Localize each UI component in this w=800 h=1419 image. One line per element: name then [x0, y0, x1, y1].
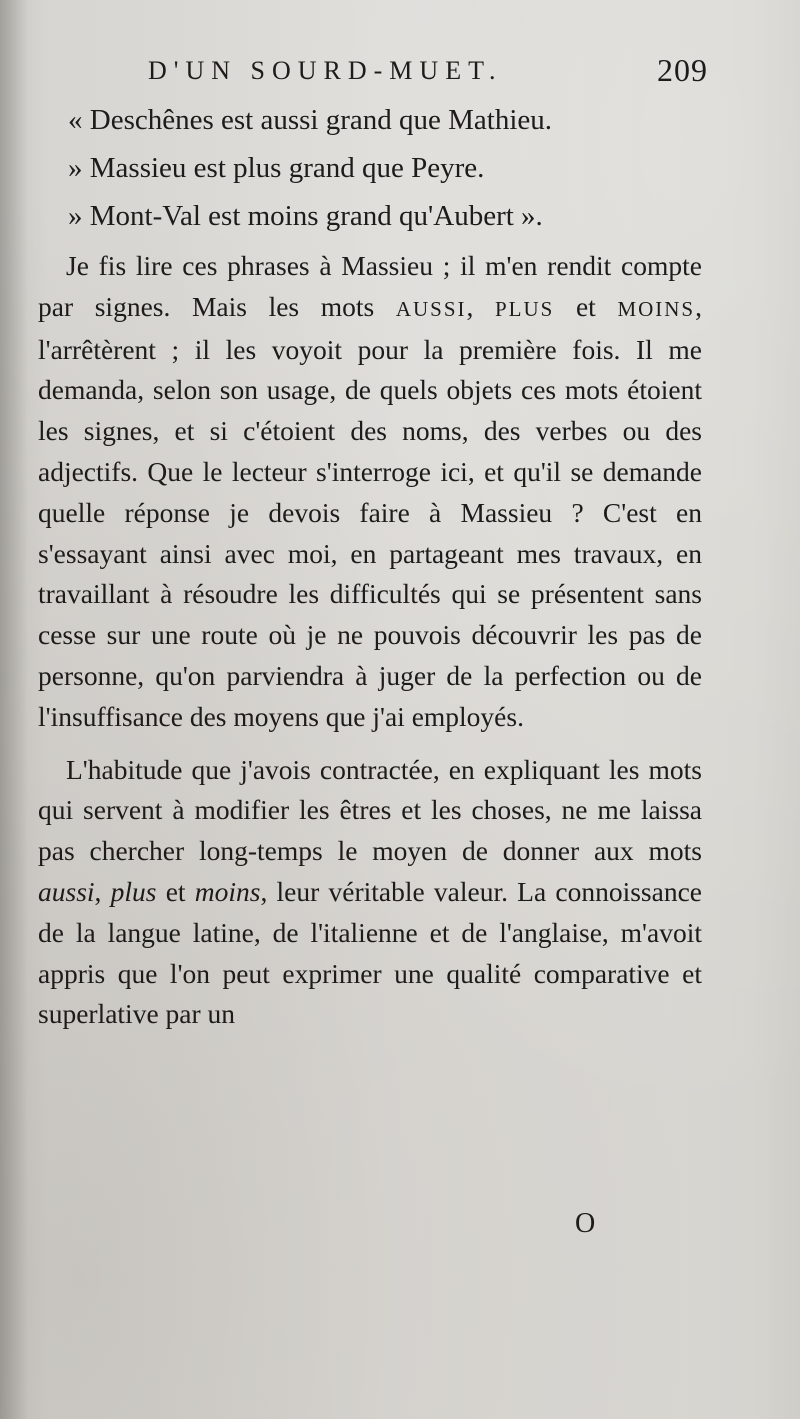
body-text [38, 96, 702, 1035]
paragraph-text: et [156, 875, 195, 907]
paragraph-text: L'habitude que j'avois contractée, en expliquant les mots qui servent à modifier les êtres et les choses, ne me laissa pas chercher long-temps le moyen de donner aux mots [38, 753, 702, 867]
paragraph-text: , [94, 875, 111, 907]
italic-word: plus [110, 875, 157, 907]
italic-word: moins [194, 875, 261, 907]
paragraph-text: , leur véritable valeur. La connoissance de la langue latine, de l'italienne et de l'anglaise, m'avoit appris que l'on peut exprimer une qualité comparative et superlative par un [38, 875, 703, 1030]
paragraph [38, 750, 702, 1036]
paragraph-text: Je fis lire ces phrases à Massieu ; il m'en rendit compte par signes. Mais les mots [38, 250, 702, 322]
quote-line: » Mont-Val est moins grand qu'Aubert ». [68, 200, 543, 232]
catchword: O [575, 1208, 596, 1239]
page-header [60, 50, 710, 90]
quote-line: » Massieu est plus grand que Peyre. [68, 152, 485, 184]
paragraph [38, 246, 702, 738]
paragraph-text: et [554, 290, 618, 322]
small-caps-word: MOINS [617, 296, 696, 321]
small-caps-word: AUSSI [395, 296, 467, 321]
quote-line: « Deschênes est aussi grand que Mathieu. [68, 104, 553, 136]
paragraph-text: , [466, 290, 495, 322]
italic-word: aussi [38, 875, 95, 907]
small-caps-word: PLUS [495, 296, 555, 321]
page-gutter-shadow [0, 0, 28, 1419]
running-title: D'UN SOURD-MUET. [148, 56, 503, 85]
page-number: 209 [657, 52, 708, 88]
paragraph-text: , l'arrêtèrent ; il les voyoit pour la première fois. Il me demanda, selon son usage, de quels objets ces mots étoient les signes, et si c'étoient des noms, des verbes ou des adjectifs. Que le lecteur s'interroge ici, et qu'il se demande quelle réponse je devois faire à Massieu ? C'est en s'essayant ainsi avec moi, en partageant mes travaux, en travaillant à résoudre les difficultés qui se présentent sans cesse sur une route où je ne pouvois découvrir les pas de personne, qu'on parviendra à juger de la perfection ou de l'insuffisance des moyens que j'ai employés. [38, 290, 702, 732]
